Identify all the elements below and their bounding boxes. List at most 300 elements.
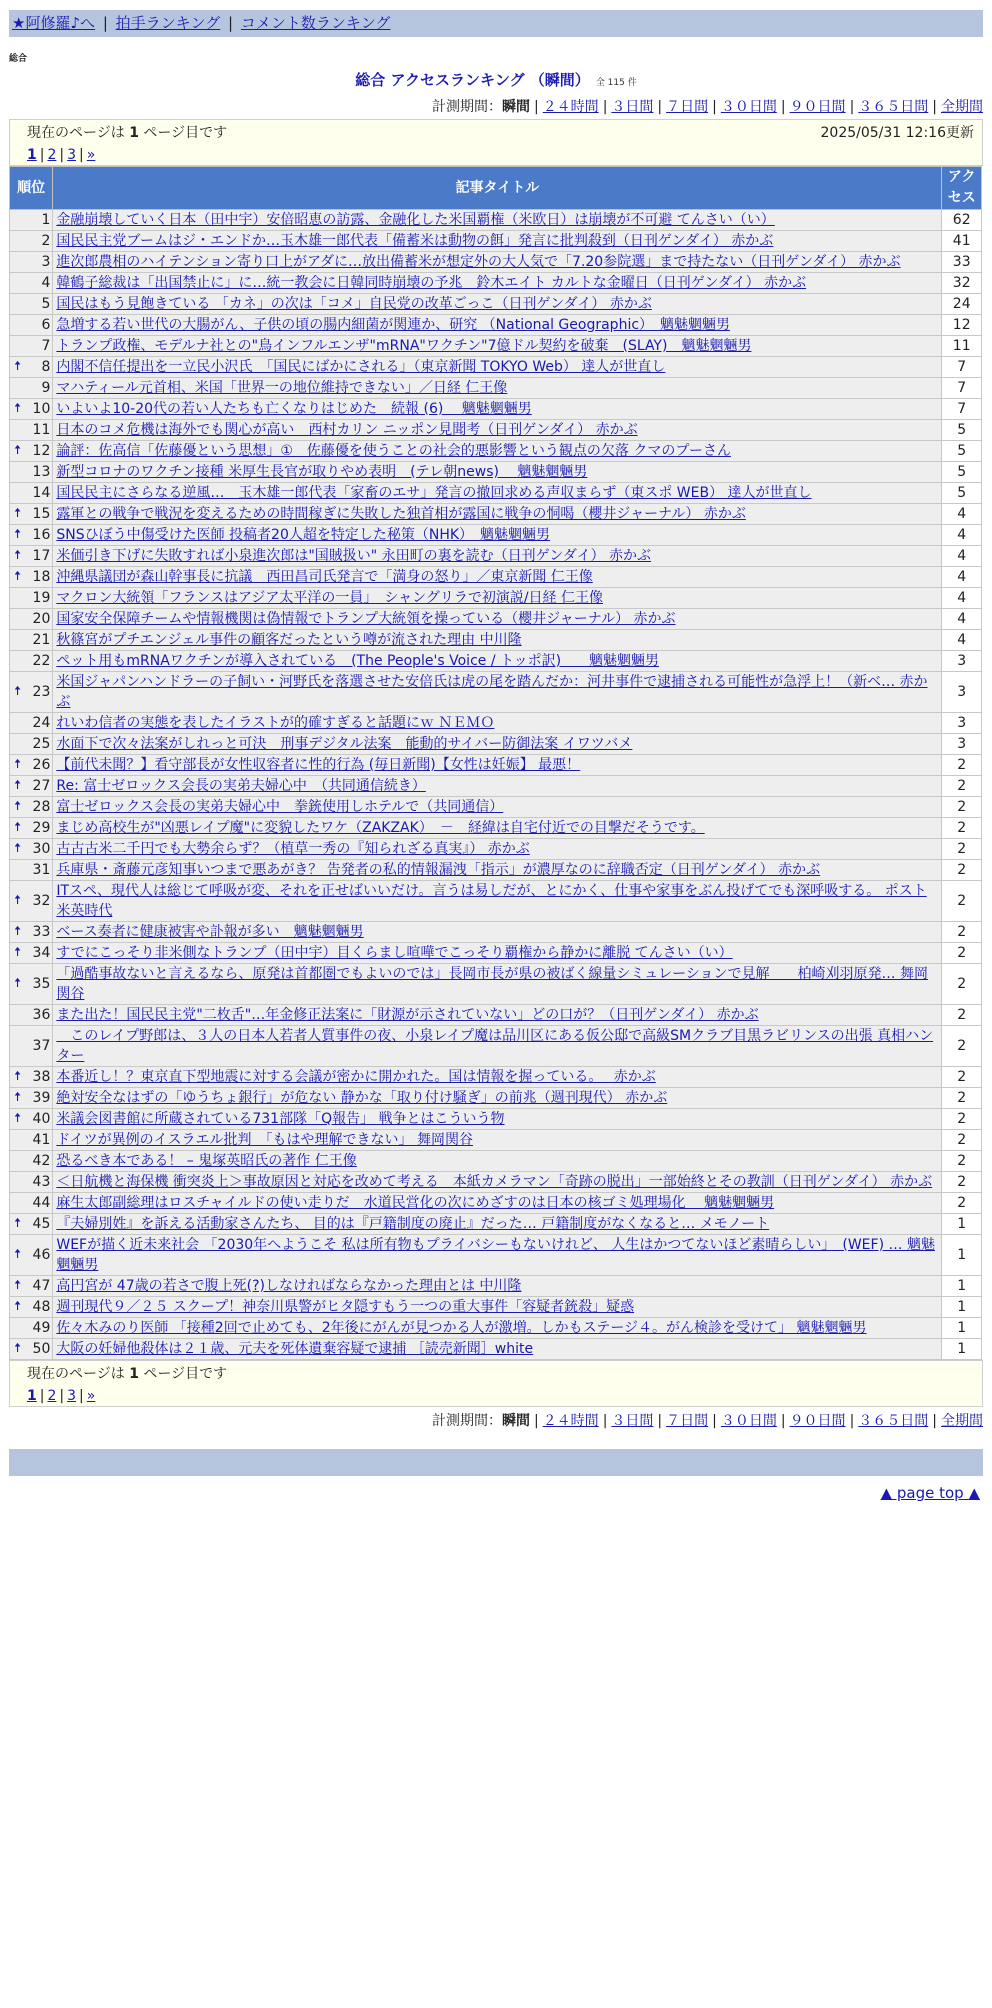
article-link[interactable]: 論評：佐高信「佐藤優という思想」① 佐藤優を使うことの社会的悪影響という観点の欠落 クマのプーさん	[56, 443, 731, 459]
article-link[interactable]: 『夫婦別姓』を訴える活動家さんたち、 目的は『戸籍制度の廃止』だった… 戸籍制度がなくなると… メモノート	[56, 1216, 770, 1232]
rank-cell	[10, 588, 53, 609]
period-separator: |	[849, 99, 855, 115]
period-option[interactable]: ７日間	[666, 1413, 709, 1429]
title-cell	[53, 1339, 942, 1360]
article-link[interactable]: 大阪の妊婦他殺体は２１歳、元夫を死体遺棄容疑で逮捕 ［読売新聞］white	[56, 1341, 534, 1357]
article-link[interactable]: マクロン大統領「フランスはアジア太平洋の一員」 シャングリラで初演説/日経 仁王像	[56, 590, 603, 606]
table-row	[10, 1067, 982, 1088]
rank-cell	[10, 1067, 53, 1088]
title-column-header: 記事タイトル	[53, 167, 942, 210]
period-option[interactable]: 全期間	[941, 99, 983, 115]
page-info-top	[9, 119, 983, 166]
article-link[interactable]: 進次郎農相のハイテンション寄り口上がアダに…放出備蓄米が想定外の大人気で「7.20参院選」まで持たない（日刊ゲンダイ） 赤かぶ	[56, 254, 901, 270]
rank-cell	[10, 860, 53, 881]
rank-up-arrow-icon: 🠅	[14, 893, 22, 908]
title-cell	[53, 1276, 942, 1297]
rank-up-arrow-icon: 🠅	[14, 820, 22, 835]
updated-timestamp: 2025/05/31 12:16更新	[820, 125, 974, 141]
title-cell	[53, 1109, 942, 1130]
rank-number: 33	[32, 924, 51, 940]
access-count: 2	[942, 922, 982, 943]
article-link[interactable]: まじめ高校生が"凶悪レイプ魔"に変貌したワケ（ZAKZAK） － 経緯は自宅付近での目撃だそうです。	[56, 820, 705, 836]
rank-cell	[10, 1339, 53, 1360]
top-nav	[9, 10, 983, 37]
comment-ranking-link[interactable]: コメント数ランキング	[240, 14, 391, 32]
rank-number: 31	[32, 862, 51, 878]
period-option[interactable]: ３０日間	[720, 1413, 777, 1429]
period-separator: |	[849, 1413, 855, 1429]
rank-up-arrow-icon: 🠅	[14, 1299, 22, 1314]
access-count: 2	[942, 1088, 982, 1109]
rank-cell	[10, 336, 53, 357]
table-row	[10, 588, 982, 609]
article-link[interactable]: ドイツが異例のイスラエル批判 「もはや理解できない」 舞岡関谷	[56, 1132, 473, 1148]
period-option[interactable]: ３日間	[611, 99, 654, 115]
pager-separator: |	[59, 147, 65, 163]
access-column-header: アクセス	[942, 167, 982, 210]
period-option: 瞬間	[501, 99, 530, 115]
title-cell	[53, 252, 942, 273]
access-count: 11	[942, 336, 982, 357]
title-cell	[53, 420, 942, 441]
access-count: 7	[942, 357, 982, 378]
page-info-bottom	[9, 1360, 983, 1407]
article-link[interactable]: WEFが描く近未来社会 「2030年へようこそ 私は所有物もプライバシーもないけれど、 人生はかつてないほど素晴らしい」 (WEF) … 魑魅魍魎男	[56, 1237, 935, 1273]
table-row	[10, 797, 982, 818]
rank-up-arrow-icon: 🠅	[14, 924, 22, 939]
rank-number: 47	[32, 1278, 51, 1294]
table-row	[10, 504, 982, 525]
rank-up-arrow-icon: 🠅	[14, 506, 22, 521]
title-cell	[53, 1318, 942, 1339]
table-row	[10, 483, 982, 504]
table-row	[10, 1109, 982, 1130]
rank-cell	[10, 734, 53, 755]
title-cell	[53, 525, 942, 546]
rank-number: 50	[32, 1341, 51, 1357]
access-count: 2	[942, 1109, 982, 1130]
period-option[interactable]: 全期間	[941, 1413, 983, 1429]
table-row	[10, 1318, 982, 1339]
title-cell	[53, 1130, 942, 1151]
access-count: 2	[942, 1151, 982, 1172]
table-row	[10, 462, 982, 483]
page-link[interactable]: 3	[67, 1388, 77, 1404]
pager-separator: |	[59, 1388, 65, 1404]
table-row	[10, 755, 982, 776]
rank-cell	[10, 1276, 53, 1297]
rank-cell	[10, 1005, 53, 1026]
rank-cell	[10, 210, 53, 231]
table-row	[10, 357, 982, 378]
period-separator: |	[533, 1413, 539, 1429]
rank-cell	[10, 315, 53, 336]
rank-cell	[10, 378, 53, 399]
home-link[interactable]: ★阿修羅♪へ	[12, 14, 96, 32]
page-prefix: 現在のページは	[27, 125, 125, 141]
rank-cell	[10, 1297, 53, 1318]
article-link[interactable]: 日本のコメ危機は海外でも関心が高い 西村カリン ニッポン見聞考（日刊ゲンダイ） 赤かぶ	[56, 422, 638, 438]
rank-number: 27	[32, 778, 51, 794]
rank-cell	[10, 839, 53, 860]
period-separator: |	[602, 1413, 608, 1429]
rank-up-arrow-icon: 🠅	[14, 684, 22, 699]
rank-up-arrow-icon: 🠅	[14, 1216, 22, 1231]
title-cell	[53, 776, 942, 797]
clap-ranking-link[interactable]: 拍手ランキング	[115, 14, 221, 32]
article-link[interactable]: 水面下で次々法案がしれっと可決 刑事デジタル法案 能動的サイバー防御法案 イワツバメ	[56, 736, 633, 752]
article-link[interactable]: 恐るべき本である！ – 鬼塚英昭氏の著作 仁王像	[56, 1153, 357, 1169]
title-cell	[53, 399, 942, 420]
footer-bar	[9, 1449, 983, 1476]
table-row	[10, 630, 982, 651]
article-link[interactable]: 国民民主にさらなる逆風… 玉木雄一郎代表「家畜のエサ」発言の撤回求める声収まらず（東スポ WEB） 達人が世直し	[56, 485, 812, 501]
article-link[interactable]: 佐々木みのり医師 「接種2回で止めても、2年後にがんが見つかる人が激増。しかもステージ４。がん検診を受けて」 魑魅魍魎男	[56, 1320, 867, 1336]
article-link[interactable]: マハティール元首相、米国「世界一の地位維持できない」／日経 仁王像	[56, 380, 508, 396]
rank-up-arrow-icon: 🠅	[14, 799, 22, 814]
rank-cell	[10, 441, 53, 462]
rank-number: 7	[41, 338, 51, 354]
period-option[interactable]: ９０日間	[789, 1413, 846, 1429]
title-cell	[53, 462, 942, 483]
page-link[interactable]: 2	[47, 1388, 57, 1404]
period-option[interactable]: ３６５日間	[858, 99, 929, 115]
next-page-link[interactable]: »	[86, 147, 96, 163]
rank-cell	[10, 1235, 53, 1276]
title-cell	[53, 504, 942, 525]
rank-number: 19	[32, 590, 51, 606]
table-row	[10, 1151, 982, 1172]
rank-cell	[10, 1130, 53, 1151]
page-suffix: ページ目です	[143, 125, 228, 141]
article-link[interactable]: 麻生太郎副総理はロスチャイルドの使い走りだ 水道民営化の次にめざすのは日本の核ゴミ処理場化 魑魅魍魎男	[56, 1195, 775, 1211]
rank-up-arrow-icon: 🠅	[14, 401, 22, 416]
article-link[interactable]: すでにこっそり非米側なトランプ（田中宇）目くらまし喧嘩でこっそり覇権から静かに離脱 てんさい（い）	[56, 945, 733, 961]
rank-cell	[10, 273, 53, 294]
rank-number: 13	[32, 464, 51, 480]
period-option: 瞬間	[501, 1413, 530, 1429]
period-option[interactable]: ９０日間	[789, 99, 846, 115]
nav-separator: |	[228, 14, 234, 32]
rank-number: 24	[32, 715, 51, 731]
rank-cell	[10, 1318, 53, 1339]
rank-number: 5	[41, 296, 51, 312]
access-count: 12	[942, 315, 982, 336]
period-option[interactable]: ２４時間	[542, 99, 599, 115]
table-row	[10, 713, 982, 734]
article-link[interactable]: また出た！国民民主党"二枚舌"…年金修正法案に「財源が示されていない」どの口が？（日刊ゲンダイ） 赤かぶ	[56, 1007, 759, 1023]
rank-number: 15	[32, 506, 51, 522]
access-count: 3	[942, 672, 982, 713]
page-prefix: 現在のページは	[27, 1366, 125, 1382]
access-count: 24	[942, 294, 982, 315]
article-link[interactable]: 週刊現代９／２５ スクープ！神奈川県警がヒタ隠すもう一つの重大事件「容疑者銃殺」疑惑	[56, 1299, 635, 1315]
table-row	[10, 1297, 982, 1318]
access-count: 2	[942, 881, 982, 922]
access-count: 1	[942, 1339, 982, 1360]
table-row	[10, 734, 982, 755]
rank-up-arrow-icon: 🠅	[14, 1247, 22, 1262]
rank-up-arrow-icon: 🠅	[14, 757, 22, 772]
rank-number: 6	[41, 317, 51, 333]
rank-number: 3	[41, 254, 51, 270]
access-count: 2	[942, 1130, 982, 1151]
title-cell	[53, 294, 942, 315]
article-link[interactable]: Re: 富士ゼロックス会長の実弟夫婦心中 （共同通信続き）	[56, 778, 426, 794]
article-link[interactable]: ベース奏者に健康被害や訃報が多い 魑魅魍魎男	[56, 924, 364, 940]
page-link[interactable]: 1	[27, 1388, 37, 1404]
table-row	[10, 964, 982, 1005]
access-count: 2	[942, 1026, 982, 1067]
rank-number: 26	[32, 757, 51, 773]
access-count: 2	[942, 964, 982, 1005]
table-row	[10, 273, 982, 294]
article-link[interactable]: 米国ジャパンハンドラーの子飼い・河野氏を落選させた安倍氏は虎の尾を踏んだか：河井事件で逮捕される可能性が急浮上！（新ベ… 赤かぶ	[56, 674, 928, 710]
title-cell	[53, 546, 942, 567]
article-link[interactable]: 古古古米二千円でも大勢余らず？（植草一秀の『知られざる真実』） 赤かぶ	[56, 841, 530, 857]
rank-number: 22	[32, 653, 51, 669]
page-link[interactable]: 2	[47, 147, 57, 163]
rank-number: 40	[32, 1111, 51, 1127]
item-count: 全 115 件	[595, 78, 637, 88]
rank-number: 1	[41, 212, 51, 228]
access-count: 1	[942, 1214, 982, 1235]
table-row	[10, 922, 982, 943]
access-count: 62	[942, 210, 982, 231]
rank-number: 16	[32, 527, 51, 543]
table-row	[10, 1088, 982, 1109]
access-count: 7	[942, 399, 982, 420]
rank-number: 39	[32, 1090, 51, 1106]
period-option[interactable]: ３０日間	[720, 99, 777, 115]
article-link[interactable]: 韓鶴子総裁は「出国禁止に」に…統一教会に日韓同時崩壊の予兆 鈴木エイト カルトな金曜日（日刊ゲンダイ） 赤かぶ	[56, 275, 807, 291]
access-count: 4	[942, 546, 982, 567]
title-cell	[53, 378, 942, 399]
table-row	[10, 860, 982, 881]
access-count: 4	[942, 588, 982, 609]
table-row	[10, 441, 982, 462]
table-row	[10, 881, 982, 922]
article-link[interactable]: 国民はもう見飽きている 「カネ」の次は「コメ」自民党の改革ごっこ（日刊ゲンダイ） 赤かぶ	[56, 296, 652, 312]
rank-number: 18	[32, 569, 51, 585]
access-count: 41	[942, 231, 982, 252]
access-count: 7	[942, 378, 982, 399]
rank-up-arrow-icon: 🠅	[14, 1278, 22, 1293]
rank-up-arrow-icon: 🠅	[14, 569, 22, 584]
access-count: 2	[942, 860, 982, 881]
article-link[interactable]: 内閣不信任提出を一立民小沢氏 「国民にばかにされる」（東京新聞 TOKYO Web） 達人が世直し	[56, 359, 666, 375]
rank-column-header: 順位	[10, 167, 53, 210]
period-separator: |	[932, 99, 937, 115]
rank-cell	[10, 483, 53, 504]
title-cell	[53, 839, 942, 860]
article-link[interactable]: ITスペ、現代人は総じて呼吸が変、それを正せばいいだけ。言うは易しだが、とにかく、仕事や家事をぶん投げてでも深呼吸する。 ポスト米英時代	[56, 883, 927, 919]
rank-cell	[10, 357, 53, 378]
access-count: 2	[942, 839, 982, 860]
table-row	[10, 315, 982, 336]
article-link[interactable]: 米価引き下げに失敗すれば小泉進次郎は"国賊扱い" 永田町の裏を読む（日刊ゲンダイ） 赤かぶ	[56, 548, 652, 564]
table-row	[10, 378, 982, 399]
period-selector	[0, 97, 983, 117]
title-cell	[53, 1088, 942, 1109]
page-link[interactable]: 1	[27, 147, 37, 163]
pager	[27, 1385, 974, 1407]
rank-cell	[10, 922, 53, 943]
title-cell	[53, 1214, 942, 1235]
table-row	[10, 672, 982, 713]
title-cell	[53, 943, 942, 964]
article-link[interactable]: 高円宮が 47歳の若さで腹上死(?)しなければならなかった理由とは 中川隆	[56, 1278, 522, 1294]
page-top-link[interactable]: ▲ page top ▲	[880, 1484, 980, 1502]
pager-separator: |	[39, 1388, 45, 1404]
rank-number: 49	[32, 1320, 51, 1336]
rank-up-arrow-icon: 🠅	[14, 1069, 22, 1084]
title-cell	[53, 567, 942, 588]
rank-number: 10	[32, 401, 51, 417]
title-cell	[53, 964, 942, 1005]
article-link[interactable]: このレイプ野郎は、３人の日本人若者人質事件の夜、小泉レイプ魔は品川区にある仮公邸で高級SMクラブ目黒ラビリンスの出張 真相ハンター	[56, 1028, 934, 1064]
period-separator: |	[932, 1413, 937, 1429]
rank-up-arrow-icon: 🠅	[14, 548, 22, 563]
period-option[interactable]: ７日間	[666, 99, 709, 115]
rank-cell	[10, 1109, 53, 1130]
rank-up-arrow-icon: 🠅	[14, 443, 22, 458]
access-count: 4	[942, 567, 982, 588]
table-row	[10, 839, 982, 860]
rank-number: 46	[32, 1247, 51, 1263]
article-link[interactable]: 「過酷事故ないと言えるなら、原発は首都圏でもよいのでは」長岡市長が県の被ばく線量シミュレーションで見解 柏崎刈羽原発… 舞岡関谷	[56, 966, 928, 1002]
article-link[interactable]: 国民民主党ブームはジ・エンドか…玉木雄一郎代表「備蓄米は動物の餌」発言に批判殺到（日刊ゲンダイ） 赤かぶ	[56, 233, 774, 249]
rank-cell	[10, 818, 53, 839]
rank-number: 28	[32, 799, 51, 815]
article-link[interactable]: 金融崩壊していく日本（田中宇）安倍昭恵の訪露、金融化した米国覇権（米欧日）は崩壊が不可避 てんさい（い）	[56, 212, 775, 228]
table-row	[10, 399, 982, 420]
rank-number: 21	[32, 632, 51, 648]
rank-cell	[10, 399, 53, 420]
article-link[interactable]: 新型コロナのワクチン接種 米厚生長官が取りやめ表明 (テレ朝news) 魑魅魍魎男	[56, 464, 588, 480]
article-link[interactable]: 【前代未聞？】看守部長が女性収容者に性的行為 (毎日新聞)【女性は妊娠】 最悪！	[56, 757, 581, 773]
rank-number: 11	[32, 422, 51, 438]
rank-cell	[10, 881, 53, 922]
period-separator: |	[780, 99, 786, 115]
table-row	[10, 651, 982, 672]
title-cell	[53, 818, 942, 839]
article-link[interactable]: 秋篠宮がプチエンジェル事件の顧客だったという噂が流された理由 中川隆	[56, 632, 522, 648]
access-count: 1	[942, 1318, 982, 1339]
rank-number: 38	[32, 1069, 51, 1085]
title-cell	[53, 1297, 942, 1318]
period-separator: |	[780, 1413, 786, 1429]
article-link[interactable]: ＜日航機と海保機 衝突炎上＞事故原因と対応を改めて考える 本紙カメラマン「奇跡の脱出」一部始終とその教訓（日刊ゲンダイ） 赤かぶ	[56, 1174, 933, 1190]
title-cell	[53, 609, 942, 630]
ranking-table	[9, 166, 982, 1360]
article-link[interactable]: 露軍との戦争で戦況を変えるための時間稼ぎに失敗した独首相が露国に戦争の恫喝（櫻井ジャーナル） 赤かぶ	[56, 506, 746, 522]
article-link[interactable]: ペット用もmRNAワクチンが導入されている (The People's Voice / トッポ訳) 魑魅魍魎男	[56, 653, 660, 669]
table-header	[10, 167, 982, 210]
article-link[interactable]: れいわ信者の実態を表したイラストが的確すぎると話題にｗ ＮＥＭＯ	[56, 715, 495, 731]
period-option[interactable]: ３６５日間	[858, 1413, 929, 1429]
title-cell	[53, 1235, 942, 1276]
title-cell	[53, 922, 942, 943]
table-row	[10, 943, 982, 964]
access-count: 3	[942, 651, 982, 672]
access-count: 1	[942, 1297, 982, 1318]
period-label: 計測期間：	[431, 1413, 502, 1429]
table-row	[10, 1193, 982, 1214]
access-count: 4	[942, 525, 982, 546]
title-cell	[53, 881, 942, 922]
article-link[interactable]: いよいよ10-20代の若い人たちも亡くなりはじめた 続報 (6) 魑魅魍魎男	[56, 401, 532, 417]
table-row	[10, 231, 982, 252]
rank-number: 29	[32, 820, 51, 836]
rank-number: 2	[41, 233, 51, 249]
table-row	[10, 546, 982, 567]
access-count: 4	[942, 504, 982, 525]
article-link[interactable]: 絶対安全なはずの「ゆうちょ銀行」が危ない 静かな「取り付け騒ぎ」の前兆（週刊現代） 赤かぶ	[56, 1090, 668, 1106]
period-separator: |	[712, 99, 717, 115]
rank-cell	[10, 294, 53, 315]
next-page-link[interactable]: »	[86, 1388, 96, 1404]
article-link[interactable]: 米議会図書館に所蔵されている731部隊「Q報告」 戦争とはこういう物	[56, 1111, 505, 1127]
period-option[interactable]: ３日間	[611, 1413, 654, 1429]
rank-up-arrow-icon: 🠅	[14, 1090, 22, 1105]
ranking-title: 総合 アクセスランキング （瞬間）	[355, 71, 590, 89]
title-cell	[53, 357, 942, 378]
rank-number: 44	[32, 1195, 51, 1211]
article-link[interactable]: 兵庫県・斎藤元彦知事いつまで悪あがき？ 告発者の私的情報漏洩「指示」が濃厚なのに辞職否定（日刊ゲンダイ） 赤かぶ	[56, 862, 821, 878]
title-cell	[53, 1005, 942, 1026]
rank-number: 42	[32, 1153, 51, 1169]
access-count: 5	[942, 420, 982, 441]
table-row	[10, 525, 982, 546]
access-count: 5	[942, 441, 982, 462]
article-link[interactable]: 沖縄県議団が森山幹事長に抗議 西田昌司氏発言で「満身の怒り」／東京新聞 仁王像	[56, 569, 593, 585]
rank-up-arrow-icon: 🠅	[14, 841, 22, 856]
rank-number: 9	[41, 380, 51, 396]
period-option[interactable]: ２４時間	[542, 1413, 599, 1429]
access-count: 2	[942, 1193, 982, 1214]
article-link[interactable]: 国家安全保障チームや情報機関は偽情報でトランプ大統領を操っている（櫻井ジャーナル） 赤かぶ	[56, 611, 676, 627]
rank-cell	[10, 755, 53, 776]
rank-cell	[10, 1193, 53, 1214]
article-link[interactable]: 富士ゼロックス会長の実弟夫婦心中 拳銃使用しホテルで（共同通信）	[56, 799, 504, 815]
title-cell	[53, 273, 942, 294]
article-link[interactable]: 本番近し！？東京直下型地震に対する会議が密かに開かれた。国は情報を握っている。 赤かぶ	[56, 1069, 656, 1085]
article-link[interactable]: トランプ政権、モデルナ社との"鳥インフルエンザ"mRNA"ワクチン"7億ドル契約を破棄 (SLAY) 魑魅魍魎男	[56, 338, 752, 354]
title-cell	[53, 630, 942, 651]
period-separator: |	[657, 99, 663, 115]
pager	[27, 144, 974, 166]
rank-cell	[10, 651, 53, 672]
table-row	[10, 776, 982, 797]
current-page-number: 1	[129, 125, 139, 141]
access-count: 2	[942, 1172, 982, 1193]
page-link[interactable]: 3	[67, 147, 77, 163]
access-count: 2	[942, 755, 982, 776]
rank-number: 23	[32, 684, 51, 700]
table-row	[10, 336, 982, 357]
title-cell	[53, 441, 942, 462]
title-cell	[53, 651, 942, 672]
rank-cell	[10, 672, 53, 713]
rank-cell	[10, 964, 53, 1005]
rank-cell	[10, 943, 53, 964]
current-page-text	[27, 1363, 974, 1385]
title-cell	[53, 1026, 942, 1067]
title-cell	[53, 860, 942, 881]
article-link[interactable]: 急増する若い世代の大腸がん、子供の頃の腸内細菌が関連か、研究 （National Geographic） 魑魅魍魎男	[56, 317, 731, 333]
article-link[interactable]: SNSひぼう中傷受けた医師 投稿者20人超を特定した秘策（NHK） 魑魅魍魎男	[56, 527, 551, 543]
